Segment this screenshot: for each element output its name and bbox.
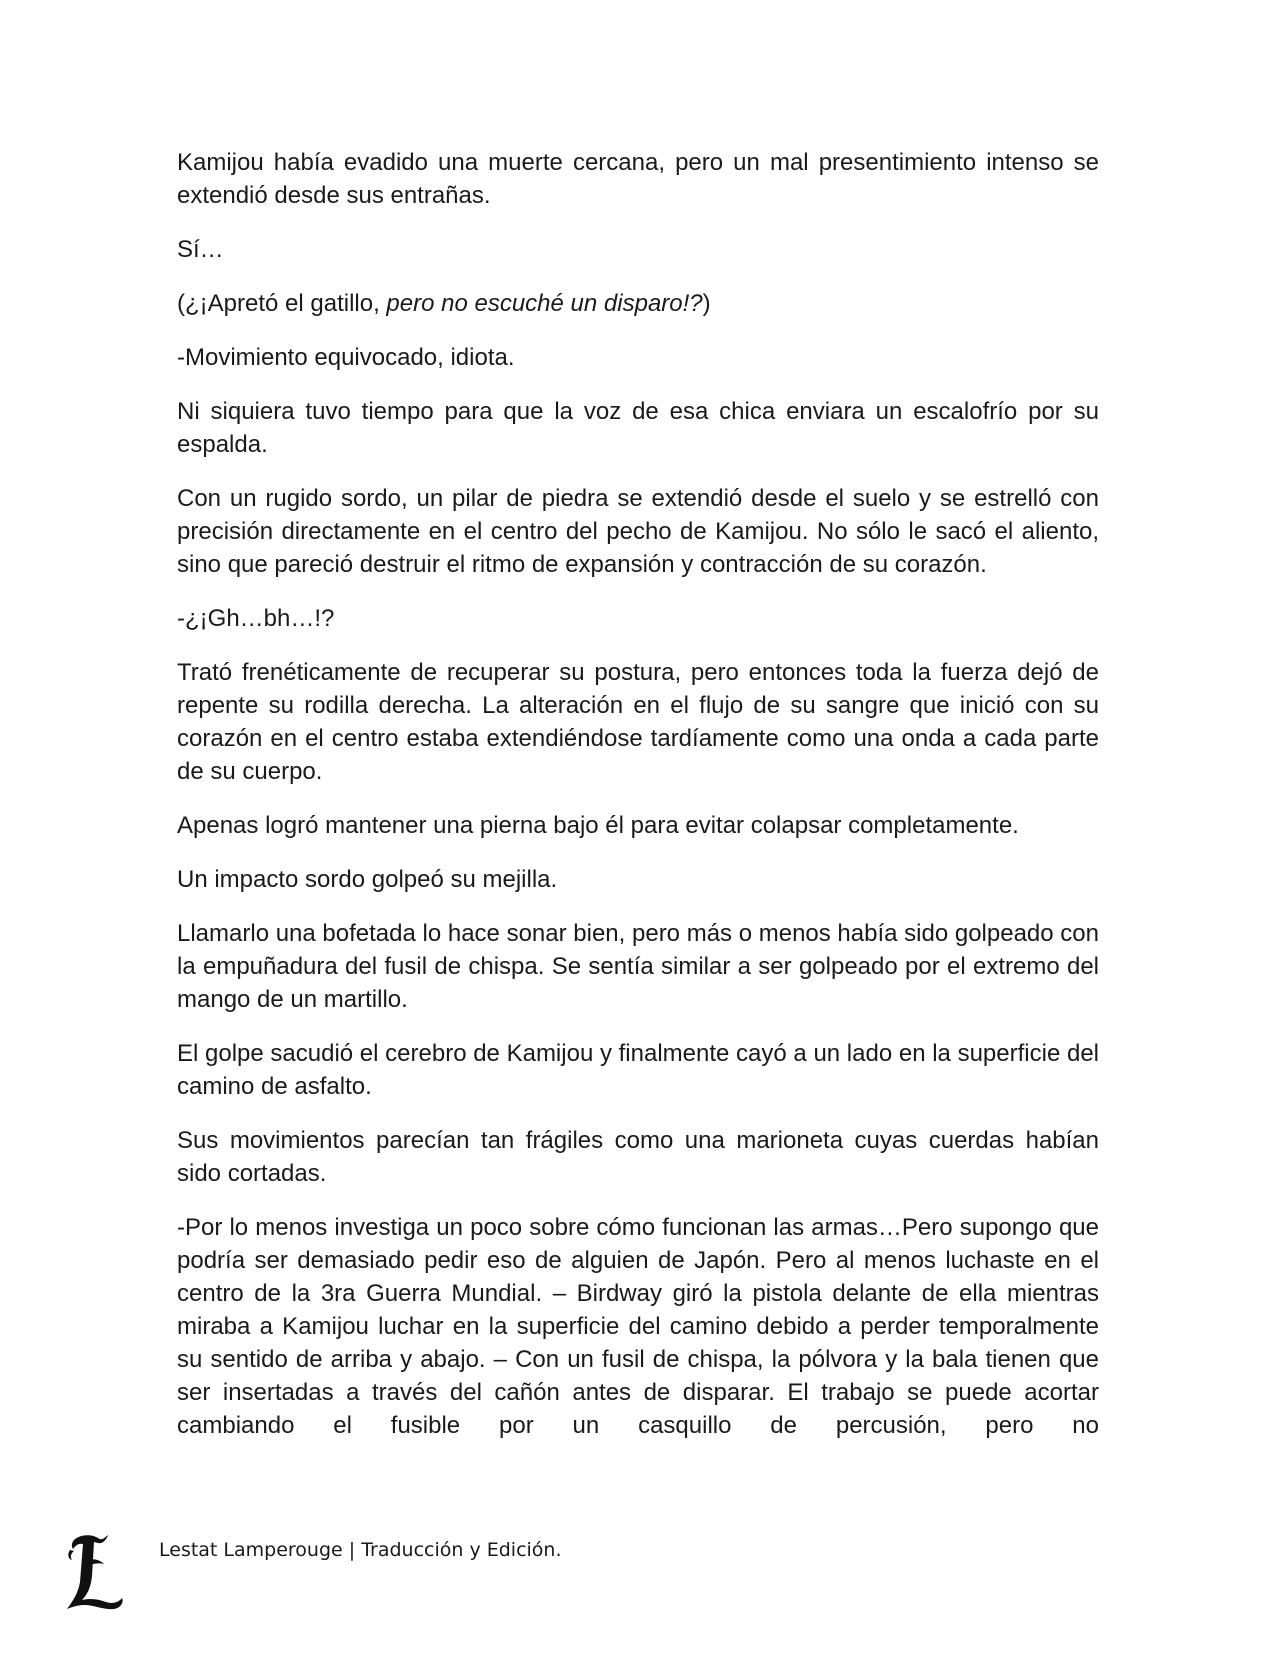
footer-credit: Lestat Lamperouge | Traducción y Edición. [159, 1539, 562, 1561]
page-footer [64, 1532, 964, 1612]
paragraph-1: Kamijou había evadido una muerte cercana, pero un mal presentimiento intenso se extendió desde sus entrañas. [177, 149, 1099, 209]
paragraph-3-italic: pero no escuché un disparo!? [386, 290, 703, 317]
paragraph-3-start: (¿¡Apretó el gatillo, [177, 290, 387, 317]
paragraph-3-end: ) [702, 290, 711, 317]
paragraph-10: Un impacto sordo golpeó su mejilla. [177, 866, 558, 893]
paragraph-8: Trató frenéticamente de recuperar su postura, pero entonces toda la fuerza dejó de repente su rodilla derecha. La alteración en el flujo de su sangre que inició con su corazón en el centro estaba extendiéndose tardíamente como una onda a cada parte de su cuerpo. [177, 659, 1099, 785]
paragraph-6: Con un rugido sordo, un pilar de piedra se extendió desde el suelo y se estrelló con precisión directamente en el centro del pecho de Kamijou. No sólo le sacó el aliento, sino que pareció destruir el ritmo de expansión y contracción de su corazón. [177, 485, 1099, 578]
paragraph-9: Apenas logró mantener una pierna bajo él para evitar colapsar completamente. [177, 812, 1019, 839]
body-text [177, 146, 1099, 1442]
paragraph-3 [177, 287, 1099, 320]
paragraph-14: -Por lo menos investiga un poco sobre cómo funcionan las armas…Pero supongo que podría ser demasiado pedir eso de alguien de Japón. Pero al menos luchaste en el centro de la 3ra Guerra Mundial. – Birdway giró la pistola delante de ella mientras miraba a Kamijou luchar en la superficie del camino debido a perder temporalmente su sentido de arriba y abajo. – Con un fusil de chispa, la pólvora y la bala tienen que ser insertadas a través del cañón antes de disparar. El trabajo se puede acortar cambiando el fusible por un casquillo de percusión, pero no [177, 1214, 1099, 1439]
paragraph-7: -¿¡Gh…bh…!? [177, 605, 335, 632]
paragraph-13: Sus movimientos parecían tan frágiles como una marioneta cuyas cuerdas habían sido cortadas. [177, 1127, 1099, 1187]
paragraph-12: El golpe sacudió el cerebro de Kamijou y finalmente cayó a un lado en la superficie del camino de asfalto. [177, 1040, 1099, 1100]
paragraph-4: -Movimiento equivocado, idiota. [177, 344, 515, 371]
gothic-l-logo-icon [64, 1532, 130, 1610]
paragraph-11: Llamarlo una bofetada lo hace sonar bien, pero más o menos había sido golpeado con la empuñadura del fusil de chispa. Se sentía similar a ser golpeado por el extremo del mango de un martillo. [177, 920, 1099, 1013]
paragraph-2: Sí… [177, 236, 224, 263]
paragraph-5: Ni siquiera tuvo tiempo para que la voz de esa chica enviara un escalofrío por su espalda. [177, 398, 1099, 458]
